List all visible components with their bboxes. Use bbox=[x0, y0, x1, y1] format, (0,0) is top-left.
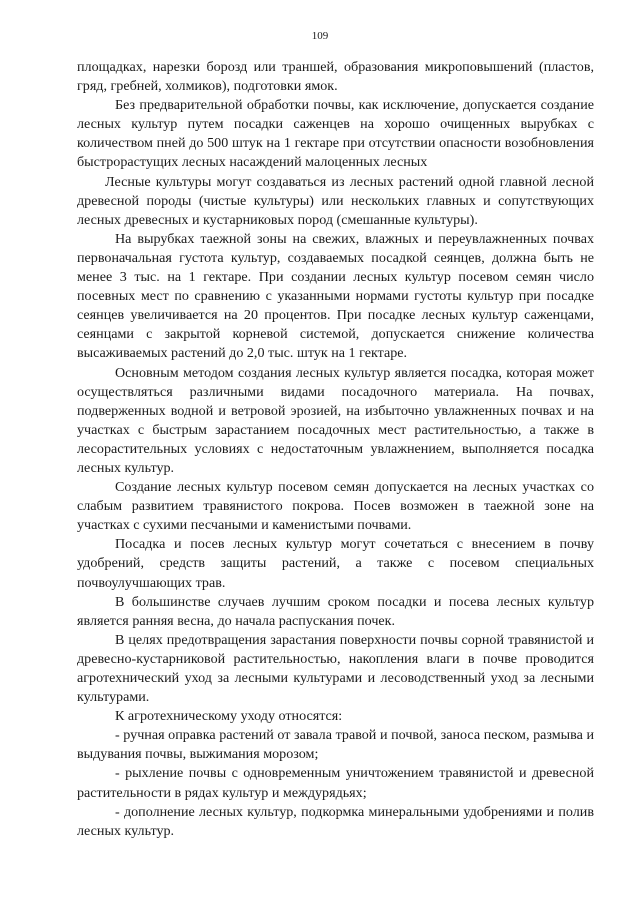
paragraph-continuation: площадках, нарезки борозд или траншей, образования микроповышений (пластов, гряд, гребней, холмиков), подготовки ямок. bbox=[77, 59, 594, 95]
paragraph-seeding: Создание лесных культур посевом семян допускается на лесных участках со слабым развитием травянистого покрова. Посев возможен в таежной зоне на участках с сухими песчаными и каменистыми почвами. bbox=[77, 479, 594, 534]
paragraph-no-soil-preparation: Без предварительной обработки почвы, как исключение, допускается создание лесных культур путем посадки саженцев на хорошо очищенных вырубках с количеством пней до 500 штук на 1 гектаре при отсутствии опасности возобновления быстрорастущих лесных насаждений малоценных лесных bbox=[77, 97, 594, 171]
paragraph-pure-mixed-cultures: Лесные культуры могут создаваться из лесных растений одной главной лесной древесной породы (чистые культуры) или нескольких главных и сопутствующих лесных древесных и кустарниковых пород (смешанные культуры). bbox=[77, 173, 594, 228]
paragraph-main-method: Основным методом создания лесных культур является посадка, которая может осуществляться различными видами посадочного материала. На почвах, подверженных водной и ветровой эрозией, на избыточно увлажненных почвах и на участках с быстрым зарастанием посадочных мест растительностью, а также в лесорастительных условиях с недостаточным увлажнением, выполняется посадка лесных культур. bbox=[77, 364, 594, 476]
list-item-soil-loosening: - рыхление почвы с одновременным уничтожением травянистой и древесной растительности в рядах культур и междурядьях; bbox=[77, 765, 594, 801]
list-item-replenishment: - дополнение лесных культур, подкормка минеральными удобрениями и полив лесных культур. bbox=[77, 803, 594, 839]
paragraph-fertilizers: Посадка и посев лесных культур могут сочетаться с внесением в почву удобрений, средств защиты растений, а также с посевом специальных почвоулучшающих трав. bbox=[77, 536, 594, 591]
paragraph-care-purpose: В целях предотвращения зарастания поверхности почвы сорной травянистой и древесно-кустарниковой растительностью, накопления влаги в почве проводится агротехнический уход за лесными культурами и лесоводственный уход за лесными культурами. bbox=[77, 631, 594, 706]
paragraph-planting-time: В большинстве случаев лучшим сроком посадки и посева лесных культур является ранняя весна, до начала распускания почек. bbox=[77, 593, 594, 629]
document-body bbox=[77, 58, 594, 841]
paragraph-agrotechnical-care-heading: К агротехническому уходу относятся: bbox=[115, 708, 343, 725]
list-item-manual-straightening: - ручная оправка растений от завала травой и почвой, заноса песком, размыва и выдувания почвы, выжимания морозом; bbox=[77, 727, 594, 763]
page-number: 109 bbox=[311, 30, 329, 42]
paragraph-planting-density: На вырубках таежной зоны на свежих, влажных и переувлажненных почвах первоначальная густота культур, создаваемых посадкой сеянцев, должна быть не менее 3 тыс. на 1 гектаре. При создании лесных культур посевом семян число посевных мест по сравнению с указанными нормами густоты культур при посадке сеянцев увеличивается на 20 процентов. При посадке лесных культур саженцами, сеянцами с закрытой корневой системой, допускается снижение количества высаживаемых растений до 2,0 тыс. штук на 1 гектаре. bbox=[77, 230, 594, 362]
